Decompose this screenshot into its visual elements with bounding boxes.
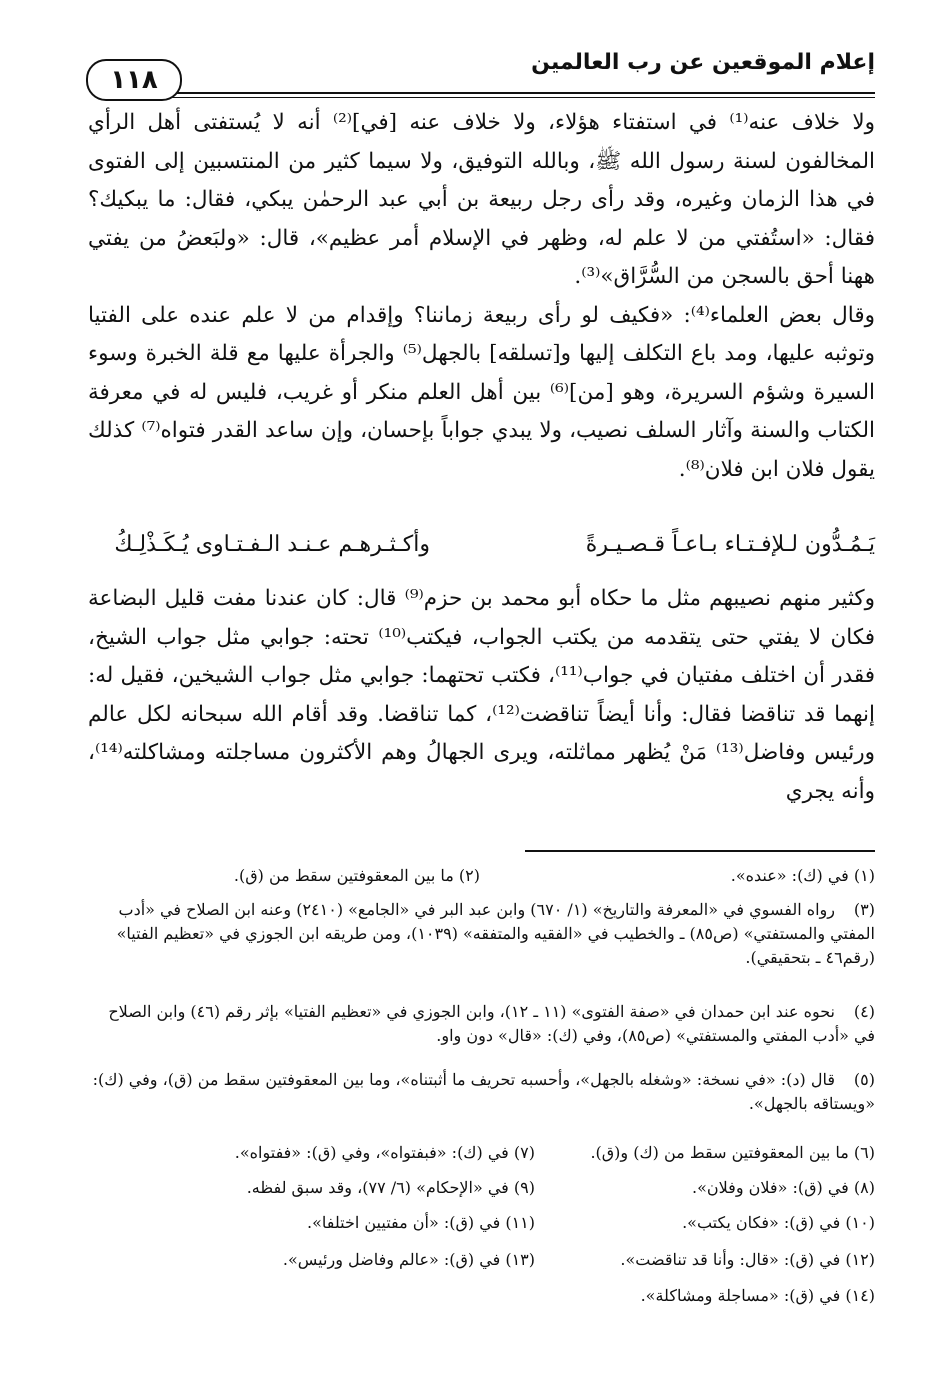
footnote-text: ما بين المعقوفتين سقط من (ك) و(ق).: [590, 1143, 849, 1162]
poetry-verse: [88, 526, 875, 566]
verse-second-hemistich: وأكـثـرهـم عـنـد الـفـتـاوى يُـكَـذْلِـكُ: [114, 532, 430, 557]
footnote-text: في (ق): «فكان يكتب».: [682, 1213, 841, 1232]
footnote: [682, 1213, 875, 1232]
footnote: [88, 898, 875, 970]
footnote-number: (١٤): [845, 1286, 875, 1305]
verse-first-hemistich: يَـمُـدُّون لـلإفـتـاء بـاعـاً قـصـيـرةً: [585, 532, 875, 557]
header-rule-thin: [158, 97, 875, 98]
footnote: [590, 1143, 875, 1162]
footnote-number: (٨): [853, 1178, 875, 1197]
footnote-text: في (ق): «قال: وأنا قد تناقضت».: [620, 1250, 841, 1269]
footnote-text: قال (د): «في نسخة: «وشغله بالجهل»، وأحسبه تحريف ما أثبتناه»، وما بين المعقوفتين سقط من (ق)، وفي (ك): «ويستاقه بالجهل».: [92, 1070, 875, 1113]
footnote-number: (٧): [513, 1143, 535, 1162]
footnote: [247, 1178, 535, 1197]
footnote-text: نحوه عند ابن حمدان في «صفة الفتوى» (١١ ـ ١٢)، وابن الجوزي في «تعظيم الفتيا» بإثر رقم (٤٦) وابن الصلاح في «أدب المفتي والمستفتي» (ص٨٥)، وفي (ك): «قال» دون واو.: [108, 1002, 875, 1045]
main-text-continued: [88, 580, 875, 811]
footnote: [307, 1213, 535, 1232]
footnote: [235, 1143, 535, 1162]
footnote: [641, 1286, 875, 1305]
footnote-text: ما بين المعقوفتين سقط من (ق).: [233, 866, 454, 885]
paragraph: ولا خلاف عنه⁽¹⁾ في استفتاء هؤلاء، ولا خلاف عنه [في]⁽²⁾ أنه لا يُستفتى أهل الرأي المخالفون لسنة رسول الله ﷺ، وبالله التوفيق، ولا سيما كثير من المنتسبين إلى الفتوى في هذا الزمان وغيره، وقد رأى رجل ربيعة بن أبي عبد الرحمٰن يبكي، فقال: ما يبكيك؟ فقال: «استُفتي من لا علم له، وظهر في الإسلام أمر عظيم»، قال: «ولبَعضُ من يفتي ههنا أحق بالسجن من السُّرَّاق»⁽³⁾.: [88, 110, 876, 289]
footnote-separator: [525, 850, 875, 852]
paragraph: وقال بعض العلماء⁽⁴⁾: «فكيف لو رأى ربيعة زماننا؟ وإقدام من لا علم عنده على الفتيا وتوثبه عليها، ومد باع التكلف إليها و[تسلقه] بالجهل⁽⁵⁾ والجرأة عليها مع قلة الخبرة وسوء السيرة وشؤم السريرة، وهو [من]⁽⁶⁾ بين أهل العلم منكر أو غريب، فليس له في معرفة الكتاب والسنة وآثار السلف نصيب، ولا يبدي جواباً بإحسان، وإن ساعد القدر فتواه⁽⁷⁾ كذلك يقول فلان ابن فلان⁽⁸⁾.: [88, 302, 875, 482]
footnote-number: (٥): [853, 1070, 875, 1089]
footnote: [283, 1250, 535, 1269]
footnote-text: في (ق): «مساجلة ومشاكلة».: [640, 1286, 841, 1305]
footnote-number: (١٣): [505, 1250, 535, 1269]
footnote-text: في (ك): «فبفتواه»، وفي (ق): «ففتواه».: [234, 1143, 509, 1162]
footnote: [234, 866, 480, 885]
footnote: [88, 1068, 875, 1116]
footnote: [88, 1000, 875, 1048]
footnote-text: في (ك): «عنده».: [730, 866, 849, 885]
footnote-text: في «الإحكام» (٦/ ٧٧)، وقد سبق لفظه.: [246, 1178, 509, 1197]
footnote-number: (١٢): [845, 1250, 875, 1269]
footnote-number: (٩): [513, 1178, 535, 1197]
footnote-text: في (ق): «فلان وفلان».: [692, 1178, 849, 1197]
footnote-number: (١): [853, 866, 875, 885]
header-rule: [158, 92, 875, 94]
footnote: [692, 1178, 875, 1197]
page-number: ١١٨: [86, 59, 182, 101]
footnote-text: في (ق): «عالم وفاضل ورئيس».: [282, 1250, 501, 1269]
page-header: [88, 28, 875, 98]
footnote-number: (٦): [853, 1143, 875, 1162]
footnote-text: في (ق): «أن مفتيين اختلفا».: [306, 1213, 501, 1232]
footnote: [731, 866, 875, 885]
paragraph: وكثير منهم نصيبهم مثل ما حكاه أبو محمد بن حزم⁽⁹⁾ قال: كان عندنا مفت قليل البضاعة فكان لا يفتي حتى يتقدمه من يكتب الجواب، فيكتب⁽¹⁰⁾ تحته: جوابي مثل جواب الشيخ، فقدر أن اختلف مفتيان في جواب⁽¹¹⁾، فكتب تحتهما: جوابي مثل جواب الشيخين، فقيل له: إنهما قد تناقضا فقال: وأنا أيضاً تناقضت⁽¹²⁾، كما تناقضا. وقد أقام الله سبحانه لكل عالم ورئيس وفاضل⁽¹³⁾ مَنْ يُظهر مماثلته، ويرى الجهالُ وهم الأكثرون مساجلته ومشاكلته⁽¹⁴⁾، وأنه يجري: [88, 586, 875, 804]
footnote-number: (٣): [853, 900, 875, 919]
main-text: [88, 104, 875, 489]
footnote-number: (١٠): [845, 1213, 875, 1232]
footnote: [620, 1250, 875, 1269]
footnote-number: (١١): [505, 1213, 535, 1232]
book-title: إعلام الموقعين عن رب العالمين: [531, 50, 875, 75]
footnote-number: (٢): [458, 866, 480, 885]
footnote-number: (٤): [853, 1002, 875, 1021]
footnote-text: رواه الفسوي في «المعرفة والتاريخ» (١/ ٦٧٠) وابن عبد البر في «الجامع» (٢٤١٠) وعنه ابن الصلاح في «أدب المفتي والمستفتي» (ص٨٥) ـ والخطيب في «الفقيه والمتفقه» (١٠٣٩)، ومن طريقه ابن الجوزي في «تعظيم الفتيا» (رقم٤٦ ـ بتحقيقي).: [116, 900, 875, 967]
